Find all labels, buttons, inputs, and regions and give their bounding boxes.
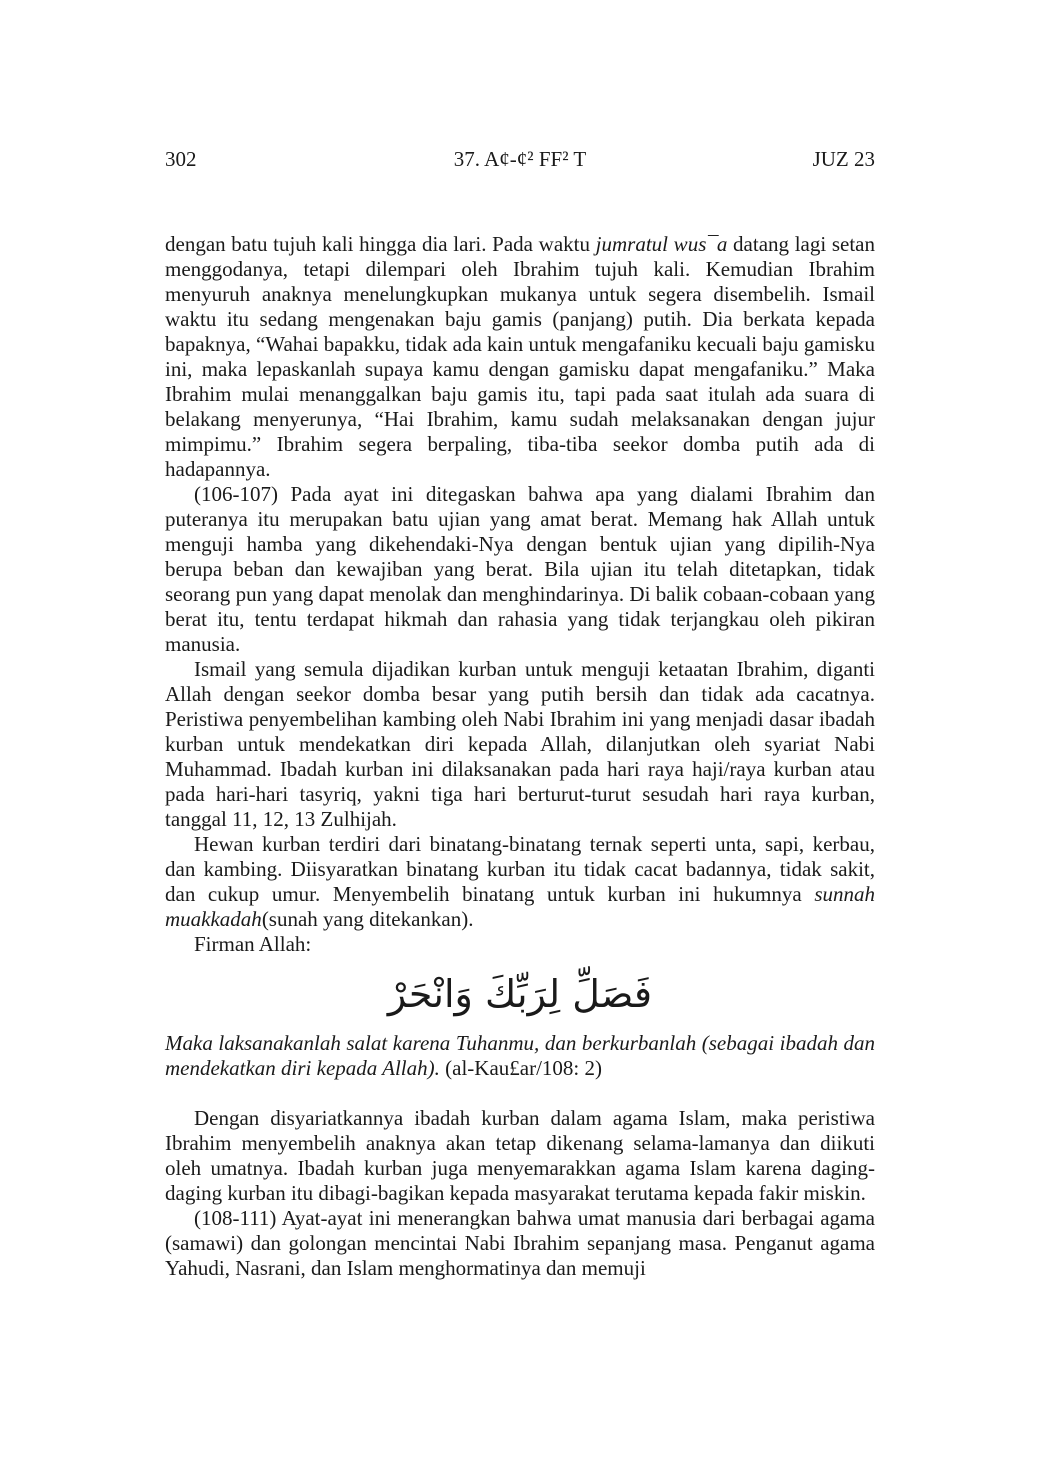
paragraph-1 — [165, 232, 875, 482]
paragraph-4-text-a: Hewan kurban terdiri dari binatang-binatang ternak seperti unta, sapi, kerbau, dan kambing. Diisyaratkan binatang kurban itu tidak cacat badannya, tidak sakit, dan cukup umur. Menyembelih binatang untuk kurban ini hukumnya — [165, 832, 875, 906]
page-body — [165, 232, 875, 1281]
paragraph-2: (106-107) Pada ayat ini ditegaskan bahwa apa yang dialami Ibrahim dan puteranya itu merupakan batu ujian yang amat berat. Memang hak Allah untuk menguji hamba yang dikehendaki-Nya dengan bentuk ujian yang dipilih-Nya berupa beban dan kewajiban yang berat. Bila ujian itu telah ditetapkan, tidak seorang pun yang dapat menolak dan menghindarinya. Di balik cobaan-cobaan yang berat itu, tentu terdapat hikmah dan rahasia yang tidak terjangkau oleh pikiran manusia. — [165, 482, 875, 656]
surah-title: 37. A¢-¢² FF² T — [453, 147, 587, 171]
paragraph-7: (108-111) Ayat-ayat ini menerangkan bahwa umat manusia dari berbagai agama (samawi) dan golongan mencintai Nabi Ibrahim sepanjang masa. Penganut agama Yahudi, Nasrani, dan Islam menghormatinya dan memuji — [165, 1206, 875, 1280]
page-number: 302 — [165, 147, 197, 171]
paragraph-1-text-a: dengan batu tujuh kali hingga dia lari. Pada waktu — [165, 232, 596, 256]
paragraph-4-text-b: (sunah yang ditekankan). — [261, 907, 474, 931]
verse-translation — [165, 1031, 875, 1081]
paragraph-5: Firman Allah: — [194, 932, 312, 956]
verse-reference: (al-Kau£ar/108: 2) — [439, 1056, 602, 1080]
paragraph-4 — [165, 832, 875, 932]
spacer — [165, 1081, 875, 1106]
paragraph-6: Dengan disyariatkannya ibadah kurban dalam agama Islam, maka peristiwa Ibrahim menyembelih anaknya akan tetap dikenang selama-lamanya dan diikuti oleh umatnya. Ibadah kurban juga menyemarakkan agama Islam karena daging-daging kurban itu dibagi-bagikan kepada masyarakat terutama kepada fakir miskin. — [165, 1106, 875, 1205]
paragraph-4-italic: sunnah muakkadah — [165, 882, 875, 931]
paragraph-3: Ismail yang semula dijadikan kurban untuk menguji ketaatan Ibrahim, diganti Allah dengan seekor domba besar yang putih bersih dan tidak ada cacatnya. Peristiwa penyembelihan kambing oleh Nabi Ibrahim ini yang menjadi dasar ibadah kurban untuk mendekatkan diri kepada Allah, dilanjutkan oleh syariat Nabi Muhammad. Ibadah kurban ini dilaksanakan pada hari raya haji/raya kurban atau pada hari-hari tasyriq, yakni tiga hari berturut-turut sesudah hari raya kurban, tanggal 11, 12, 13 Zulhijah. — [165, 657, 875, 831]
verse-translation-text: Maka laksanakanlah salat karena Tuhanmu, dan berkurbanlah (sebagai ibadah dan mendekatkan diri kepada Allah). — [165, 1031, 875, 1080]
paragraph-1-italic: jumratul wus¯a — [595, 232, 728, 256]
arabic-verse: فَصَلِّ لِرَبِّكَ وَانْحَرْ — [387, 972, 653, 1016]
paragraph-1-text-b: datang lagi setan menggodanya, tetapi dilempari oleh Ibrahim tujuh kali. Kemudian Ibrahim menyuruh anaknya menelungkupkan mukanya untuk segera disembelih. Ismail waktu itu sedang mengenakan baju gamis (panjang) putih. Dia berkata kepada bapaknya, “Wahai bapakku, tidak ada kain untuk mengafaniku kecuali baju gamisku ini, maka lepaskanlah supaya kamu dengan gamisku dapat mengafaniku.” Maka Ibrahim mulai menanggalkan baju gamis itu, tapi pada saat itulah ada suara di belakang menyerunya, “Hai Ibrahim, kamu sudah melaksanakan dengan jujur mimpimu.” Ibrahim segera berpaling, tiba-tiba seekor domba putih ada di hadapannya. — [165, 232, 875, 481]
juz-label: JUZ 23 — [812, 147, 875, 171]
